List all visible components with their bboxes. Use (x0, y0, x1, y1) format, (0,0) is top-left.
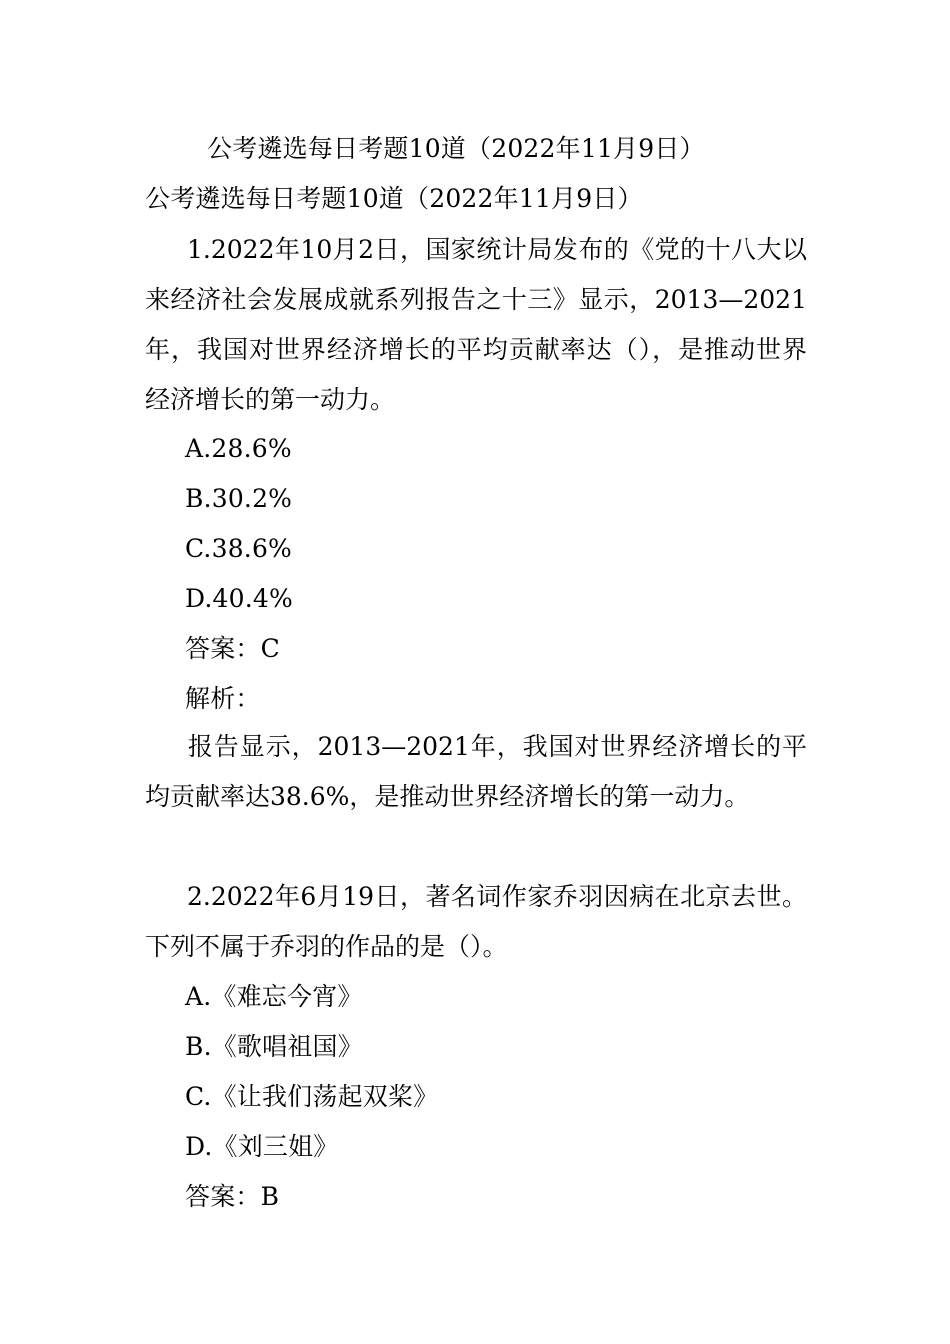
question-2-option-b: B.《歌唱祖国》 (185, 1032, 363, 1061)
question-2-answer: 答案：B (185, 1182, 280, 1211)
question-2-option-d: D.《刘三姐》 (185, 1132, 339, 1161)
question-1-analysis-label: 解析： (185, 684, 261, 713)
document-title: 公考遴选每日考题10道（2022年11月9日） (207, 134, 705, 163)
document-subtitle: 公考遴选每日考题10道（2022年11月9日） (145, 184, 643, 213)
question-1-stem: 1.2022年10月2日，国家统计局发布的《党的十八大以来经济社会发展成就系列报告之十三》显示，2013—2021年，我国对世界经济增长的平均贡献率达（），是推动世界经济增长的第一动力。 (145, 235, 807, 414)
question-1-answer: 答案：C (185, 634, 280, 663)
question-2-option-a: A.《难忘今宵》 (185, 982, 363, 1011)
question-1-analysis: 报告显示，2013—2021年，我国对世界经济增长的平均贡献率达38.6%，是推动世界经济增长的第一动力。 (145, 732, 807, 811)
question-1-option-d: D.40.4% (185, 584, 293, 613)
question-1-option-a: A.28.6% (185, 434, 292, 463)
question-2-option-c: C.《让我们荡起双桨》 (185, 1082, 439, 1111)
question-1-option-c: C.38.6% (185, 534, 293, 563)
question-1-option-b: B.30.2% (185, 484, 293, 513)
question-2-stem: 2.2022年6月19日，著名词作家乔羽因病在北京去世。下列不属于乔羽的作品的是（）。 (145, 882, 807, 961)
